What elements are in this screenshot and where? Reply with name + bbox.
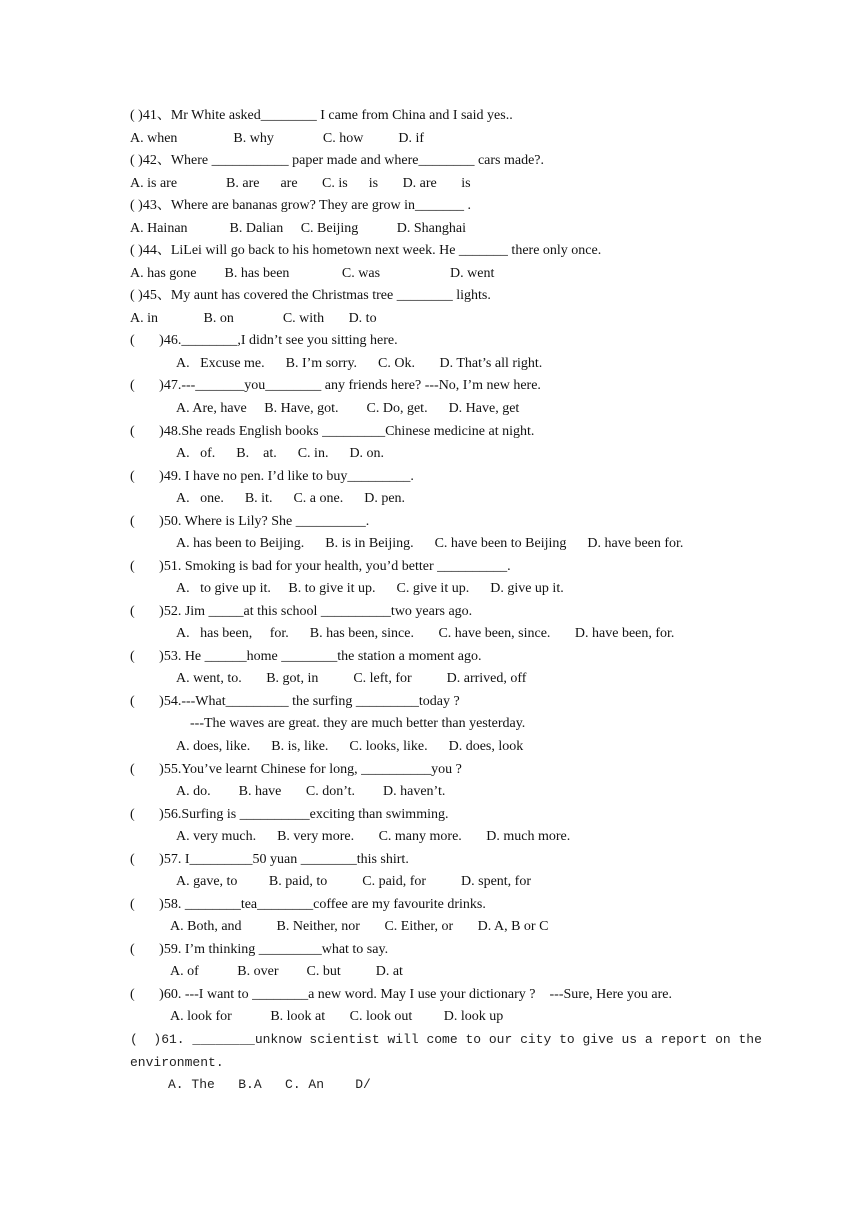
options-60: A. look for B. look at C. look out D. look up	[170, 1009, 504, 1024]
options-58: A. Both, and B. Neither, nor C. Either, or D. A, B or C	[170, 919, 549, 934]
options-57: A. gave, to B. paid, to C. paid, for D. spent, for	[176, 874, 532, 889]
question-42: ( )42、Where ___________ paper made and where________ cars made?.	[130, 153, 545, 168]
options-61: A. The B.A C. An D/	[168, 1077, 371, 1092]
question-46: ( )46.________,I didn’t see you sitting here.	[130, 333, 398, 348]
question-57: ( )57. I_________50 yuan ________this shirt.	[130, 852, 409, 867]
options-53: A. went, to. B. got, in C. left, for D. arrived, off	[176, 671, 527, 686]
options-42: A. is are B. are are C. is is D. are is	[130, 176, 471, 191]
question-54: ( )54.---What_________ the surfing _________today ?	[130, 694, 460, 709]
options-56: A. very much. B. very more. C. many more. D. much more.	[176, 829, 571, 844]
question-55: ( )55.You’ve learnt Chinese for long, __________you ?	[130, 762, 462, 777]
question-45: ( )45、My aunt has covered the Christmas tree ________ lights.	[130, 288, 491, 303]
question-53: ( )53. He ______home ________the station a moment ago.	[130, 649, 482, 664]
options-49: A. one. B. it. C. a one. D. pen.	[176, 491, 406, 506]
question-60: ( )60. ---I want to ________a new word. May I use your dictionary ? ---Sure, Here you are.	[130, 987, 672, 1002]
options-50: A. has been to Beijing. B. is in Beijing. C. have been to Beijing D. have been for.	[176, 536, 684, 551]
options-44: A. has gone B. has been C. was D. went	[130, 266, 495, 281]
question-51: ( )51. Smoking is bad for your health, you’d better __________.	[130, 559, 511, 574]
question-49: ( )49. I have no pen. I’d like to buy_________.	[130, 469, 414, 484]
options-54: A. does, like. B. is, like. C. looks, like. D. does, look	[176, 739, 524, 754]
question-56: ( )56.Surfing is __________exciting than swimming.	[130, 807, 449, 822]
question-52: ( )52. Jim _____at this school __________two years ago.	[130, 604, 473, 619]
question-47: ( )47.---_______you________ any friends here? ---No, I’m new here.	[130, 378, 541, 393]
question-44: ( )44、LiLei will go back to his hometown next week. He _______ there only once.	[130, 243, 602, 258]
options-41: A. when B. why C. how D. if	[130, 131, 424, 146]
question-50: ( )50. Where is Lily? She __________.	[130, 514, 370, 529]
options-51: A. to give up it. B. to give it up. C. give it up. D. give up it.	[176, 581, 564, 596]
question-58: ( )58. ________tea________coffee are my favourite drinks.	[130, 897, 486, 912]
question-43: ( )43、Where are bananas grow? They are grow in_______ .	[130, 198, 472, 213]
options-55: A. do. B. have C. don’t. D. haven’t.	[176, 784, 446, 799]
question-41: ( )41、Mr White asked________ I came from China and I said yes..	[130, 108, 513, 123]
options-52: A. has been, for. B. has been, since. C. have been, since. D. have been, for.	[176, 626, 675, 641]
options-45: A. in B. on C. with D. to	[130, 311, 377, 326]
question-48: ( )48.She reads English books _________Chinese medicine at night.	[130, 424, 535, 439]
question-61-continuation: environment.	[130, 1055, 224, 1070]
options-43: A. Hainan B. Dalian C. Beijing D. Shanghai	[130, 221, 466, 236]
options-47: A. Are, have B. Have, got. C. Do, get. D. Have, get	[176, 401, 520, 416]
options-48: A. of. B. at. C. in. D. on.	[176, 446, 385, 461]
question-61: ( )61. ________unknow scientist will come to our city to give us a report on the	[130, 1032, 762, 1047]
answer-54: ---The waves are great. they are much better than yesterday.	[190, 716, 526, 731]
options-46: A. Excuse me. B. I’m sorry. C. Ok. D. That’s all right.	[176, 356, 543, 371]
options-59: A. of B. over C. but D. at	[170, 964, 403, 979]
question-59: ( )59. I’m thinking _________what to say.	[130, 942, 389, 957]
